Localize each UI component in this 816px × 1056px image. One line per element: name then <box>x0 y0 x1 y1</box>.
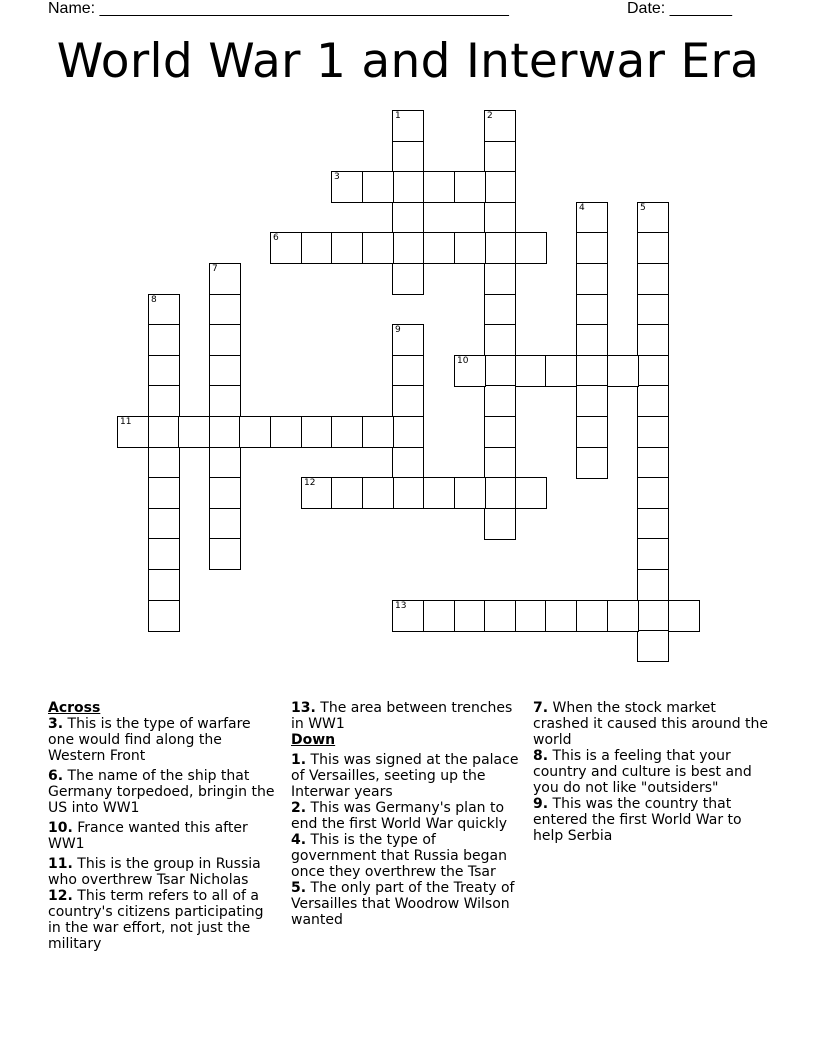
grid-cell[interactable] <box>637 263 669 295</box>
date-label: Date: <box>627 0 666 17</box>
grid-cell[interactable] <box>392 385 424 417</box>
grid-cell[interactable] <box>484 202 516 234</box>
grid-cell[interactable] <box>423 171 455 203</box>
grid-cell[interactable] <box>515 232 547 264</box>
grid-cell[interactable] <box>148 294 180 326</box>
grid-cell[interactable] <box>148 385 180 417</box>
grid-cell[interactable] <box>637 416 669 448</box>
grid-cell[interactable] <box>484 263 516 295</box>
grid-cell[interactable] <box>209 385 241 417</box>
grid-cell[interactable] <box>576 294 608 326</box>
grid-cell[interactable] <box>607 600 639 632</box>
grid-cell[interactable] <box>454 171 486 203</box>
grid-cell[interactable] <box>178 416 210 448</box>
grid-cell[interactable] <box>392 171 424 203</box>
grid-cell[interactable] <box>576 600 608 632</box>
grid-cell[interactable] <box>515 355 547 387</box>
clue-across-12: 12. This term refers to all of a country's citizens participating in the war effort, not just the military <box>48 888 264 952</box>
grid-cell[interactable] <box>484 294 516 326</box>
grid-cell[interactable] <box>576 324 608 356</box>
grid-cell[interactable] <box>607 355 639 387</box>
grid-cell[interactable] <box>209 294 241 326</box>
clue-across-10: 10. France wanted this after WW1 <box>48 820 248 852</box>
grid-cell[interactable] <box>270 232 302 264</box>
clue-down-9: 9. This was the country that entered the first World War to help Serbia <box>533 796 742 844</box>
grid-cell[interactable] <box>515 477 547 509</box>
grid-cell[interactable] <box>484 385 516 417</box>
grid-cell[interactable] <box>301 232 333 264</box>
clue-number: 1 <box>395 111 401 121</box>
clues-column-1 <box>48 700 280 952</box>
grid-cell[interactable] <box>148 447 180 479</box>
grid-cell[interactable] <box>515 600 547 632</box>
grid-cell[interactable] <box>392 110 424 142</box>
grid-cell[interactable] <box>545 600 577 632</box>
grid-cell[interactable] <box>209 355 241 387</box>
grid-cell[interactable] <box>148 416 180 448</box>
grid-cell[interactable] <box>209 324 241 356</box>
grid-cell[interactable] <box>148 569 180 601</box>
clue-number: 13 <box>395 601 407 611</box>
across-heading: Across <box>48 700 101 716</box>
grid-cell[interactable] <box>209 447 241 479</box>
grid-cell[interactable] <box>270 416 302 448</box>
grid-cell[interactable] <box>484 416 516 448</box>
grid-cell[interactable] <box>576 385 608 417</box>
grid-cell[interactable] <box>576 263 608 295</box>
grid-cell[interactable] <box>392 263 424 295</box>
clue-across-3: 3. This is the type of warfare one would find along the Western Front <box>48 716 251 764</box>
grid-cell[interactable] <box>454 232 486 264</box>
clue-number: 9 <box>395 325 401 335</box>
grid-cell[interactable] <box>148 355 180 387</box>
grid-cell[interactable] <box>484 324 516 356</box>
grid-cell[interactable] <box>148 538 180 570</box>
grid-cell[interactable] <box>209 508 241 540</box>
grid-cell[interactable] <box>209 538 241 570</box>
clue-across-11: 11. This is the group in Russia who overthrew Tsar Nicholas <box>48 856 261 888</box>
grid-cell[interactable] <box>637 630 669 662</box>
grid-cell[interactable] <box>209 477 241 509</box>
grid-cell[interactable] <box>331 171 363 203</box>
grid-cell[interactable] <box>576 232 608 264</box>
grid-cell[interactable] <box>637 202 669 234</box>
grid-cell[interactable] <box>545 355 577 387</box>
clue-number: 6 <box>273 233 279 243</box>
clue-down-7: 7. When the stock market crashed it caused this around the world <box>533 700 769 748</box>
grid-cell[interactable] <box>392 141 424 173</box>
name-label: Name: <box>48 0 96 17</box>
grid-cell[interactable] <box>576 202 608 234</box>
grid-cell[interactable] <box>423 232 455 264</box>
grid-cell[interactable] <box>637 569 669 601</box>
grid-cell[interactable] <box>637 447 669 479</box>
grid-cell[interactable] <box>301 477 333 509</box>
grid-cell[interactable] <box>423 477 455 509</box>
clue-across-6: 6. The name of the ship that Germany torpedoed, bringin the US into WW1 <box>48 768 275 816</box>
grid-cell[interactable] <box>637 508 669 540</box>
grid-cell[interactable] <box>148 477 180 509</box>
grid-cell[interactable] <box>148 600 180 632</box>
clues-column-3 <box>533 700 773 844</box>
clues-column-2 <box>291 700 523 928</box>
grid-cell[interactable] <box>454 600 486 632</box>
page-title: World War 1 and Interwar Era <box>56 34 760 89</box>
clue-number: 3 <box>334 172 340 182</box>
grid-cell[interactable] <box>454 355 486 387</box>
grid-cell[interactable] <box>484 355 516 387</box>
grid-cell[interactable] <box>392 355 424 387</box>
clue-down-5: 5. The only part of the Treaty of Versailles that Woodrow Wilson wanted <box>291 880 515 928</box>
clue-down-4: 4. This is the type of government that Russia began once they overthrew the Tsar <box>291 832 507 880</box>
clue-number: 5 <box>640 203 646 213</box>
grid-cell[interactable] <box>362 477 394 509</box>
grid-cell[interactable] <box>392 600 424 632</box>
grid-cell[interactable] <box>331 232 363 264</box>
grid-cell[interactable] <box>484 141 516 173</box>
date-blank[interactable]: _______ <box>669 0 732 17</box>
grid-cell[interactable] <box>148 324 180 356</box>
clue-number: 2 <box>487 111 493 121</box>
grid-cell[interactable] <box>392 447 424 479</box>
clue-across-13: 13. The area between trenches in WW1 <box>291 700 513 732</box>
clue-down-8: 8. This is a feeling that your country and culture is best and you do not like "outsiders" <box>533 748 752 796</box>
grid-cell[interactable] <box>576 447 608 479</box>
grid-cell[interactable] <box>484 447 516 479</box>
grid-cell[interactable] <box>576 355 608 387</box>
grid-cell[interactable] <box>484 232 516 264</box>
grid-cell[interactable] <box>668 600 700 632</box>
clue-down-2: 2. This was Germany's plan to end the first World War quickly <box>291 800 507 832</box>
grid-cell[interactable] <box>637 355 669 387</box>
name-blank[interactable]: ______________________________________________ <box>99 0 509 17</box>
grid-cell[interactable] <box>484 171 516 203</box>
grid-cell[interactable] <box>148 508 180 540</box>
grid-cell[interactable] <box>362 171 394 203</box>
grid-cell[interactable] <box>392 202 424 234</box>
grid-cell[interactable] <box>637 294 669 326</box>
grid-cell[interactable] <box>331 416 363 448</box>
grid-cell[interactable] <box>484 110 516 142</box>
grid-cell[interactable] <box>117 416 149 448</box>
grid-cell[interactable] <box>362 232 394 264</box>
grid-cell[interactable] <box>484 477 516 509</box>
grid-cell[interactable] <box>454 477 486 509</box>
grid-cell[interactable] <box>331 477 363 509</box>
clue-number: 7 <box>212 264 218 274</box>
grid-cell[interactable] <box>637 600 669 632</box>
grid-cell[interactable] <box>362 416 394 448</box>
clue-number: 4 <box>579 203 585 213</box>
grid-cell[interactable] <box>637 324 669 356</box>
grid-cell[interactable] <box>484 600 516 632</box>
grid-cell[interactable] <box>423 600 455 632</box>
grid-cell[interactable] <box>484 508 516 540</box>
clue-number: 10 <box>457 356 469 366</box>
grid-cell[interactable] <box>637 538 669 570</box>
grid-cell[interactable] <box>637 232 669 264</box>
clue-number: 8 <box>151 295 157 305</box>
grid-cell[interactable] <box>637 477 669 509</box>
clue-down-1: 1. This was signed at the palace of Versailles, seeting up the Interwar years <box>291 752 519 800</box>
grid-cell[interactable] <box>637 385 669 417</box>
grid-cell[interactable] <box>209 263 241 295</box>
grid-cell[interactable] <box>239 416 271 448</box>
grid-cell[interactable] <box>209 416 241 448</box>
clue-number: 11 <box>120 417 132 427</box>
clue-number: 12 <box>304 478 316 488</box>
grid-cell[interactable] <box>301 416 333 448</box>
grid-cell[interactable] <box>392 416 424 448</box>
grid-cell[interactable] <box>392 324 424 356</box>
down-heading: Down <box>291 732 336 748</box>
grid-cell[interactable] <box>392 477 424 509</box>
grid-cell[interactable] <box>392 232 424 264</box>
grid-cell[interactable] <box>576 416 608 448</box>
